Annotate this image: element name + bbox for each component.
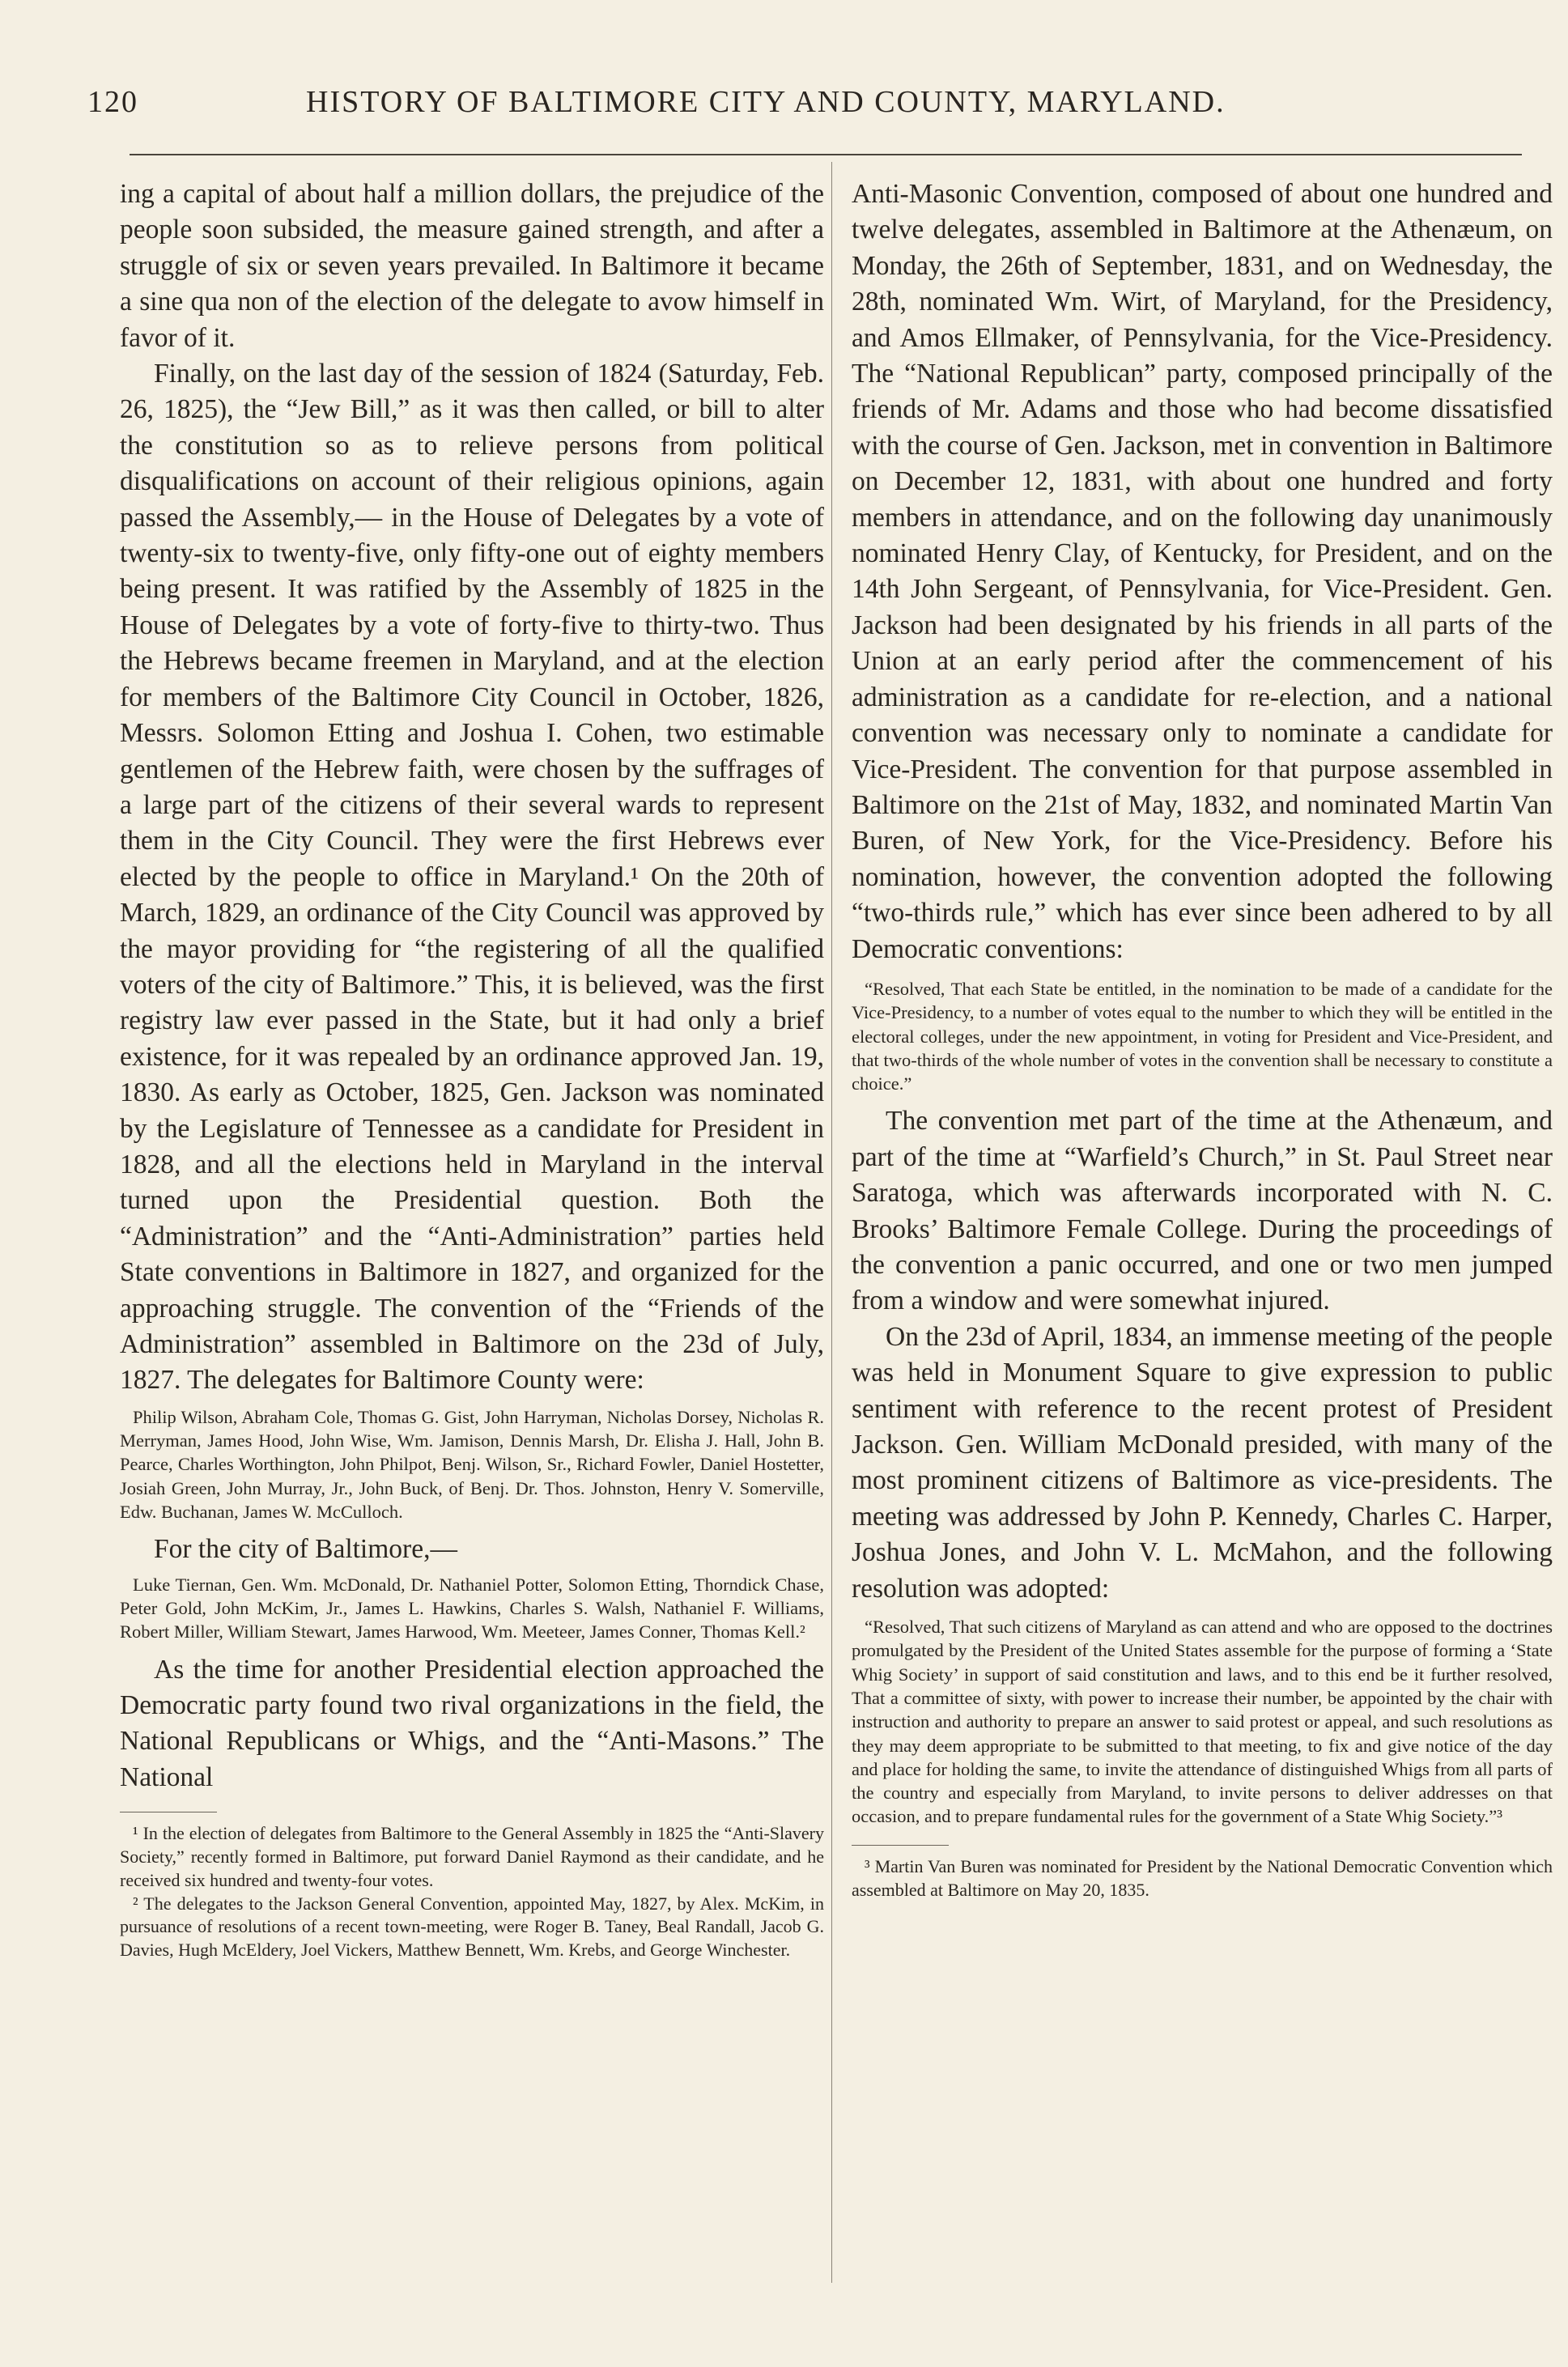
county-delegates-list: Philip Wilson, Abraham Cole, Thomas G. Gist, John Harryman, Nicholas Dorsey, Nicholas R. Merryman, James Hood, John Wise, Wm. Jamison, Dennis Marsh, Dr. Elisha J. Hall, John B. Pearce, Charles Worthington, John Philpot, Benj. Wilson, Sr., Richard Fowler, Daniel Hostetter, Josiah Green, John Murray, Jr., John Buck, of Benj. Dr. Thos. Johnston, Henry V. Somerville, Edw. Buchanan, James W. McCulloch. [120, 1406, 824, 1522]
running-header [87, 84, 1536, 133]
footnote-1: ¹ In the election of delegates from Baltimore to the General Assembly in 1825 the “Anti-Slavery Society,” recently formed in Baltimore, put forward Daniel Raymond as their candidate, and he received six hundred and twenty-four votes. [120, 1823, 824, 1890]
left-paragraph-4: As the time for another Presidential election approached the Democratic party found two rival organizations in the field, the National Republicans or Whigs, and the “Anti-Masons.” The National [120, 1654, 824, 1792]
column-divider [831, 162, 832, 2283]
right-paragraph-2: The convention met part of the time at the Athenæum, and part of the time at “Warfield’s Church,” in St. Paul Street near Saratoga, which was afterwards incorporated with N. C. Brooks’ Baltimore Female College. During the proceedings of the convention a panic occurred, and one or two men jumped from a window and were somewhat injured. [852, 1106, 1553, 1316]
footnote-rule-right [852, 1845, 949, 1846]
right-column [852, 176, 1553, 1902]
left-paragraph-1: ing a capital of about half a million dollars, the prejudice of the people soon subsided, the measure gained strength, and after a struggle of six or seven years prevailed. In Baltimore it became a sine qua non of the election of the delegate to avow himself in favor of it. [120, 179, 824, 353]
left-paragraph-2: Finally, on the last day of the session of 1824 (Saturday, Feb. 26, 1825), the “Jew Bill,” as it was then called, or bill to alter the constitution so as to relieve persons from political disqualifications on account of their religious opinions, again passed the Assembly,— in the House of Delegates by a vote of twenty-six to twenty-five, only fifty-one out of eighty members being present. It was ratified by the Assembly of 1825 in the House of Delegates by a vote of forty-five to thirty-two. Thus the Hebrews became freemen in Maryland, and at the election for members of the Baltimore City Council in October, 1826, Messrs. Solomon Etting and Joshua I. Cohen, two estimable gentlemen of the Hebrew faith, were chosen by the suffrages of a large part of the citizens of their several wards to represent them in the City Council. They were the first Hebrews ever elected by the people to office in Maryland.¹ On the 20th of March, 1829, an ordinance of the City Council was approved by the mayor providing for “the registering of all the qualified voters of the city of Baltimore.” This, it is believed, was the first registry law ever passed in the State, but it had only a brief existence, for it was repealed by an ordinance approved Jan. 19, 1830. As early as October, 1825, Gen. Jackson was nominated by the Legislature of Tennessee as a candidate for President in 1828, and all the elections held in Maryland in the interval turned upon the Presidential question. Both the “Administration” and the “Anti-Administration” parties held State conventions in Baltimore in 1827, and organized for the approaching struggle. The convention of the “Friends of the Administration” assembled in Baltimore on the 23d of July, 1827. The delegates for Baltimore County were: [120, 359, 824, 1396]
page-number: 120 [87, 85, 138, 119]
two-thirds-resolution: “Resolved, That each State be entitled, in the nomination to be made of a candidate for the Vice-Presidency, to a number of votes equal to the number to which they will be entitled in the electoral colleges, under the new appointment, in voting for President and Vice-President, and that two-thirds of the whole number of votes in the convention shall be necessary to constitute a choice.” [852, 978, 1553, 1094]
running-title: HISTORY OF BALTIMORE CITY AND COUNTY, MARYLAND. [306, 85, 1226, 119]
left-footnotes [120, 1822, 824, 1962]
right-paragraph-3: On the 23d of April, 1834, an immense meeting of the people was held in Monument Square to give expression to public sentiment with reference to the recent protest of President Jackson. Gen. William McDonald presided, with many of the most prominent citizens of Baltimore as vice-presidents. The meeting was addressed by John P. Kennedy, Charles C. Harper, Joshua Jones, and John V. L. McMahon, and the following resolution was adopted: [852, 1321, 1553, 1604]
right-paragraph-1: Anti-Masonic Convention, composed of about one hundred and twelve delegates, assembled in Baltimore at the Athenæum, on Monday, the 26th of September, 1831, and on Wednesday, the 28th, nominated Wm. Wirt, of Maryland, for the Presidency, and Amos Ellmaker, of Pennsylvania, for the Vice-Presidency. The “National Republican” party, composed principally of the friends of Mr. Adams and those who had become dissatisfied with the course of Gen. Jackson, met in convention in Baltimore on December 12, 1831, with about one hundred and forty members in attendance, and on the following day unanimously nominated Henry Clay, of Kentucky, for President, and on the 14th John Sergeant, of Pennsylvania, for Vice-President. Gen. Jackson had been designated by his friends in all parts of the Union at an early period after the commencement of his administration as a candidate for re-election, and a national convention was necessary only to nominate a candidate for Vice-President. The convention for that purpose assembled in Baltimore on the 21st of May, 1832, and nominated Martin Van Buren, of New York, for the Vice-Presidency. Before his nomination, however, the convention adopted the following “two-thirds rule,” which has ever since been adhered to by all Democratic conventions: [852, 179, 1553, 964]
whig-society-resolution: “Resolved, That such citizens of Maryland as can attend and who are opposed to the doctrines promulgated by the President of the United States assemble for the purpose of forming a ‘State Whig Society’ in support of said constitution and laws, and to this end be it further resolved, That a committee of sixty, with power to increase their number, be appointed by the chair with instruction and authority to prepare an answer to said protest or appeal, and such resolutions as they may deem appropriate to be submitted to that meeting, to fix and give notice of the day and place for holding the same, to invite the attendance of distinguished Whigs from all parts of the country and especially from Maryland, to invite persons to deliver addresses on that occasion, and to prepare fundamental rules for the government of a State Whig Society.”³ [852, 1617, 1553, 1827]
left-column [120, 176, 824, 1962]
left-paragraph-3: For the city of Baltimore,— [154, 1534, 457, 1565]
footnote-3: ³ Martin Van Buren was nominated for President by the National Democratic Convention which assembled at Baltimore on May 20, 1835. [852, 1855, 1553, 1900]
footnote-2: ² The delegates to the Jackson General Convention, appointed May, 1827, by Alex. McKim, in pursuance of resolutions of a recent town-meeting, were Roger B. Taney, Beal Randall, Jacob G. Davies, Hugh McEldery, Joel Vickers, Matthew Bennett, Wm. Krebs, and George Winchester. [120, 1893, 824, 1961]
city-delegates-list: Luke Tiernan, Gen. Wm. McDonald, Dr. Nathaniel Potter, Solomon Etting, Thorndick Chase, Peter Gold, John McKim, Jr., James L. Hawkins, Charles S. Walsh, Nathaniel F. Williams, Robert Miller, William Stewart, James Harwood, Wm. Meeteer, James Conner, Thomas Kell.² [120, 1574, 824, 1642]
header-rule [130, 154, 1522, 155]
